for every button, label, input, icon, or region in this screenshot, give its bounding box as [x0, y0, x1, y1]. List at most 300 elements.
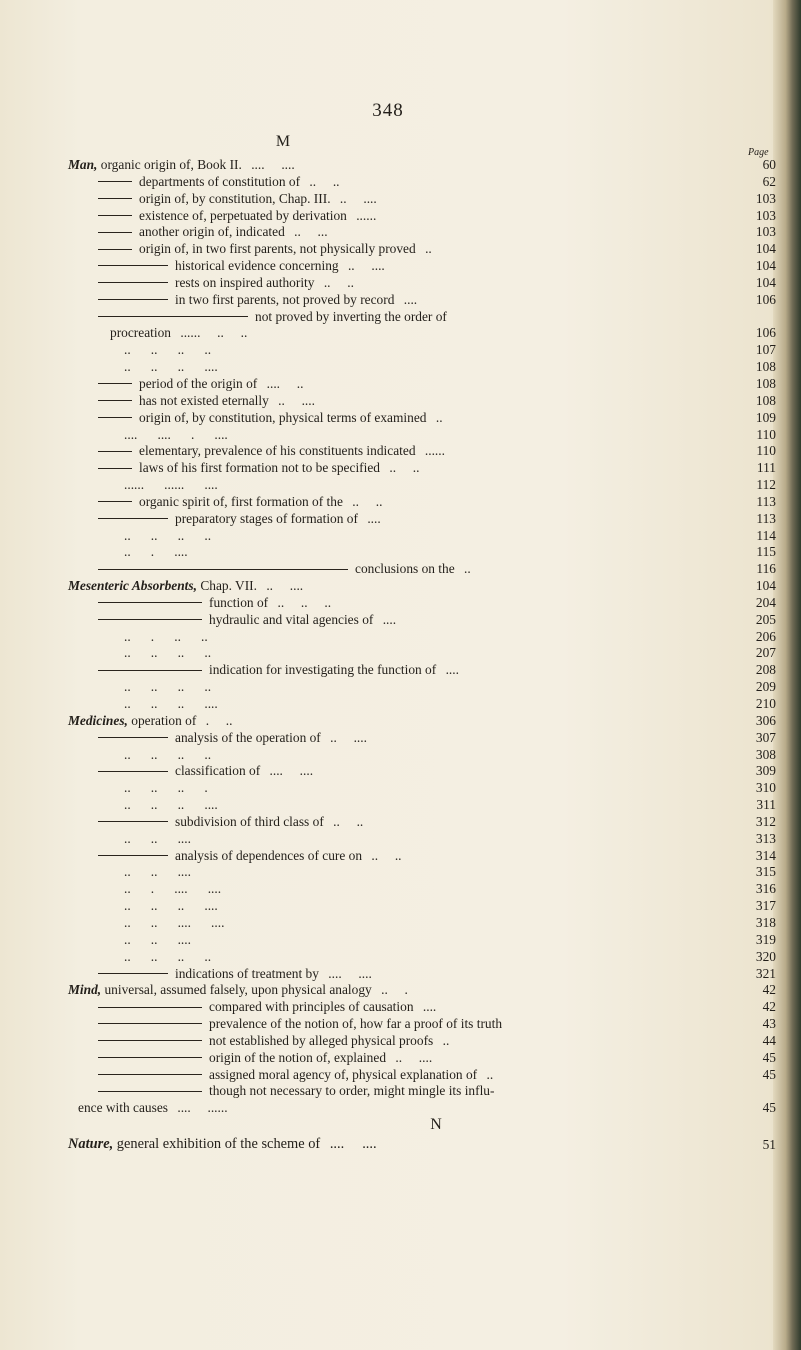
dot-leader: .. .... [339, 190, 377, 206]
entry-label [68, 915, 224, 930]
entry-label [68, 949, 211, 964]
dot-leader: .... .... [328, 965, 372, 981]
index-row [68, 831, 776, 848]
ditto-dash [98, 265, 168, 266]
index-row [68, 881, 776, 898]
entry-label [68, 578, 303, 593]
entry-label [68, 191, 377, 206]
index-row [68, 443, 776, 460]
index-row [68, 224, 776, 241]
dot-leader: .. .... [395, 1049, 433, 1065]
index-row [68, 932, 776, 949]
index-heading-row [68, 578, 776, 595]
page-reference: 103 [755, 224, 776, 240]
index-row [68, 309, 776, 326]
ditto-dash [98, 299, 168, 300]
dot-leader: .. .. .. .. [124, 679, 212, 695]
page-reference: 113 [756, 493, 776, 509]
entry-label [68, 393, 315, 408]
ditto-dash [98, 619, 202, 620]
index-row [68, 1117, 776, 1136]
page-reference: 43 [762, 1016, 776, 1032]
page-reference: 104 [755, 258, 776, 274]
entry-label [68, 477, 218, 492]
entry-label [68, 174, 340, 189]
entry-text: though not necessary to order, might mingle its influ- [209, 1083, 495, 1099]
index-row [68, 460, 776, 477]
entry-text: prevalence of the notion of, how far a proof of its truth [209, 1016, 503, 1032]
entry-label [68, 831, 191, 846]
entry-label [68, 1050, 432, 1065]
page-reference: 310 [755, 780, 776, 796]
entry-label [68, 241, 432, 256]
dot-leader: .. .. .... [124, 931, 191, 947]
page-reference: 308 [755, 746, 776, 762]
entry-text: indication for investigating the function of [209, 662, 437, 678]
entry-label [68, 1016, 508, 1031]
page-reference: 207 [755, 645, 776, 661]
page-reference: 315 [755, 864, 776, 880]
ditto-dash [98, 821, 168, 822]
index-row [68, 325, 776, 342]
dot-leader: .. .. [389, 460, 420, 476]
entry-label [68, 679, 211, 694]
entry-label [68, 224, 328, 239]
index-row [68, 780, 776, 797]
dot-leader: .... [403, 291, 418, 307]
index-row [68, 393, 776, 410]
index-row [68, 679, 776, 696]
page-reference: 42 [762, 982, 776, 998]
index-row [68, 595, 776, 612]
entry-text: in two first parents, not proved by record [175, 291, 395, 307]
ditto-dash [98, 973, 168, 974]
index-heading-row [68, 157, 776, 174]
entry-text: elementary, prevalence of his constituents indicated [139, 443, 416, 459]
page-reference: 104 [755, 241, 776, 257]
dot-leader: .. .. .. .... [124, 359, 218, 375]
entry-label [68, 376, 303, 391]
entry-label [68, 881, 221, 896]
index-row [68, 797, 776, 814]
page-reference: 320 [755, 948, 776, 964]
dot-leader: .... .... . .... [124, 426, 228, 442]
dot-leader: .. . [381, 982, 408, 998]
ditto-dash [98, 249, 132, 250]
page-reference: 108 [755, 392, 776, 408]
dot-leader: .. .. .. .... [124, 898, 218, 914]
entry-label [68, 544, 188, 559]
dot-leader: .. . .... .... [124, 881, 222, 897]
page-reference: 104 [755, 274, 776, 290]
entry-label [68, 443, 445, 458]
index-row [68, 1016, 776, 1033]
page-reference: 103 [755, 207, 776, 223]
page-number: 348 [372, 100, 404, 121]
page-reference: 307 [755, 729, 776, 745]
page-reference: 51 [762, 1137, 776, 1153]
dot-leader: .... .... [251, 157, 295, 172]
dot-leader: .. .. .. .. [124, 645, 212, 661]
entry-headword: Medicines, [68, 712, 128, 728]
page-reference: 106 [755, 291, 776, 307]
entry-text: classification of [175, 763, 261, 779]
index-row [68, 191, 776, 208]
dot-leader: .. .... [266, 578, 304, 594]
page-reference: 317 [755, 898, 776, 914]
ditto-dash [98, 602, 202, 603]
index-row [68, 208, 776, 225]
ditto-dash [98, 282, 168, 283]
index-row [68, 258, 776, 275]
entry-text: analysis of the operation of [175, 729, 321, 745]
page-reference: 108 [755, 359, 776, 375]
entry-label [68, 730, 367, 745]
page-reference: 110 [756, 426, 776, 442]
dot-leader: .... .. [266, 375, 304, 391]
dot-leader: .... [422, 999, 437, 1015]
dot-leader: .. .. .. .. [124, 527, 212, 543]
entry-label [68, 966, 372, 981]
page-reference: 45 [762, 1066, 776, 1082]
page-reference: 321 [755, 965, 776, 981]
entry-label [68, 561, 471, 576]
entry-text: Chap. VII. [200, 578, 257, 594]
dot-leader: .. ... [294, 224, 328, 240]
ditto-dash [98, 468, 132, 469]
page-reference: 115 [756, 544, 776, 560]
page-reference: 209 [755, 679, 776, 695]
dot-leader: .... .... [269, 763, 314, 779]
entry-headword: Mind, [68, 982, 102, 998]
page-reference: 60 [762, 157, 776, 172]
index-row [68, 848, 776, 865]
dot-leader: .. [464, 561, 471, 577]
index-row [68, 629, 776, 646]
index-row [68, 376, 776, 393]
dot-leader: ...... .. .. [180, 325, 248, 341]
section-letter-n: N [430, 1116, 442, 1134]
entry-label [68, 342, 211, 357]
index-row [68, 645, 776, 662]
entry-text: universal, assumed falsely, upon physical analogy [104, 982, 372, 998]
entry-label [68, 797, 218, 812]
dot-leader: .. .... [347, 258, 385, 274]
page-reference: 44 [762, 1032, 776, 1048]
dot-leader: .. .. .. [277, 594, 332, 610]
dot-leader: .. .. [333, 813, 364, 829]
page-reference: 62 [762, 173, 776, 189]
entry-text: subdivision of third class of [175, 813, 324, 829]
index-row [68, 528, 776, 545]
ditto-dash [98, 232, 132, 233]
entry-text: procreation [110, 325, 171, 341]
entry-label [68, 1067, 493, 1082]
entry-text: period of the origin of [139, 375, 258, 391]
page-reference: 42 [762, 999, 776, 1015]
index-row [68, 494, 776, 511]
ditto-dash [98, 417, 132, 418]
entry-text: another origin of, indicated [139, 224, 285, 240]
entry-label [68, 1100, 228, 1115]
index-row [68, 544, 776, 561]
page-reference: 312 [755, 813, 776, 829]
page-reference: 103 [755, 190, 776, 206]
entry-label [68, 410, 443, 425]
dot-leader: .. .. .. .. [124, 746, 212, 762]
dot-leader: .. . .... [124, 544, 188, 560]
ditto-dash [98, 215, 132, 216]
index-row [68, 747, 776, 764]
page-edge-shadow [773, 0, 801, 1350]
entry-text: laws of his first formation not to be specified [139, 460, 380, 476]
entry-label [68, 258, 385, 273]
ditto-dash [98, 1057, 202, 1058]
entry-text: has not existed eternally [139, 392, 269, 408]
page-reference: 109 [755, 409, 776, 425]
dot-leader: .. .. [371, 847, 402, 863]
entry-label [68, 325, 247, 340]
ditto-dash [98, 737, 168, 738]
dot-leader: ...... ...... .... [124, 477, 218, 493]
page-reference: 112 [756, 477, 776, 493]
dot-leader: .. .. .... .... [124, 914, 225, 930]
index-row [68, 915, 776, 932]
page-reference: 116 [756, 561, 776, 577]
dot-leader: .. .. .. .... [124, 797, 218, 813]
entry-text: operation of [131, 712, 197, 728]
ditto-dash [98, 198, 132, 199]
entry-label [68, 848, 402, 863]
ditto-dash [98, 855, 168, 856]
dot-leader: .. .. [323, 274, 354, 290]
page-reference: 107 [755, 342, 776, 358]
entry-text: departments of constitution of [139, 173, 301, 189]
dot-leader: .. [486, 1066, 494, 1082]
page-reference: 104 [755, 578, 776, 594]
entry-label [68, 494, 382, 509]
page-reference: 309 [755, 763, 776, 779]
page-column-label: Page [748, 147, 769, 158]
entry-label [68, 713, 232, 728]
index-row [68, 275, 776, 292]
index-row [68, 561, 776, 578]
dot-leader: .. .... [278, 392, 315, 408]
index-heading-row [68, 982, 776, 999]
ditto-dash [98, 501, 132, 502]
ditto-dash [98, 400, 132, 401]
index-row [68, 864, 776, 881]
entry-text: organic origin of, Book II. [100, 157, 242, 172]
entry-text: origin of, in two first parents, not physically proved [139, 241, 416, 257]
index-list [68, 157, 776, 1153]
entry-text: not established by alleged physical proofs [209, 1032, 434, 1048]
index-row [68, 1083, 776, 1100]
entry-label [68, 645, 211, 660]
page-reference: 208 [755, 662, 776, 678]
entry-label [68, 511, 381, 526]
ditto-dash [98, 771, 168, 772]
entry-label [68, 999, 436, 1014]
index-row [68, 1050, 776, 1067]
page-reference: 114 [756, 527, 776, 543]
dot-leader: .... [367, 510, 381, 526]
ditto-dash [98, 1091, 202, 1092]
dot-leader: ...... [356, 207, 377, 223]
entry-text: organic spirit of, first formation of the [139, 493, 343, 509]
index-row [68, 342, 776, 359]
index-row [68, 359, 776, 376]
index-row [68, 662, 776, 679]
entry-text: hydraulic and vital agencies of [209, 611, 374, 627]
index-row [68, 241, 776, 258]
dot-leader: . .. [205, 712, 233, 728]
entry-text: origin of, by constitution, Chap. III. [139, 190, 331, 206]
page-reference: 106 [755, 325, 776, 341]
page-reference: 318 [755, 914, 776, 930]
index-heading-row [68, 713, 776, 730]
index-row [68, 949, 776, 966]
index-row [68, 898, 776, 915]
ditto-dash [98, 451, 132, 452]
page-reference: 311 [756, 797, 776, 813]
index-row [68, 292, 776, 309]
entry-label [68, 292, 417, 307]
dot-leader: .. .. .. .... [124, 696, 218, 711]
entry-text: analysis of dependences of cure on [175, 847, 363, 863]
entry-text: assigned moral agency of, physical explanation of [209, 1066, 478, 1082]
entry-label [68, 275, 354, 290]
ditto-dash [98, 1040, 202, 1041]
entry-label [68, 612, 396, 627]
entry-label [68, 208, 376, 223]
page-reference: 205 [755, 611, 776, 627]
entry-label [68, 662, 459, 677]
dot-leader: .. .. .. .. [124, 948, 212, 964]
ditto-dash [98, 1074, 202, 1075]
ditto-dash [98, 383, 132, 384]
page-reference: 45 [762, 1049, 776, 1065]
index-row [68, 763, 776, 780]
index-row [68, 511, 776, 528]
entry-text: origin of, by constitution, physical terms of examined [139, 409, 427, 425]
ditto-dash [98, 1007, 202, 1008]
ditto-dash [98, 670, 202, 671]
entry-text: ence with causes [78, 1100, 168, 1116]
page-reference: 314 [755, 847, 776, 863]
dot-leader: .... [382, 611, 397, 627]
page-reference: 319 [755, 931, 776, 947]
ditto-dash [98, 1023, 202, 1024]
dot-leader: .. .. .. .. [124, 342, 212, 358]
entry-text: rests on inspired authority [175, 274, 315, 290]
page-reference: 210 [755, 696, 776, 711]
entry-label [68, 747, 211, 762]
entry-text: not proved by inverting the order of [255, 308, 447, 324]
entry-headword: Man, [68, 157, 98, 172]
page-reference: 110 [756, 443, 776, 459]
entry-text: preparatory stages of formation of [175, 510, 358, 526]
entry-label [68, 1033, 449, 1048]
dot-leader: .... [445, 662, 459, 678]
entry-label [68, 460, 419, 475]
page-reference: 306 [755, 712, 776, 728]
page-reference: 313 [755, 830, 776, 846]
index-row [68, 999, 776, 1016]
dot-leader: ...... [424, 443, 445, 459]
ditto-dash [98, 518, 168, 519]
dot-leader: .. [435, 409, 443, 425]
entry-label [68, 982, 408, 997]
dot-leader: .. .. .. . [124, 780, 208, 796]
entry-text: historical evidence concerning [175, 258, 339, 274]
page-reference: 316 [755, 881, 776, 897]
entry-label [68, 157, 295, 172]
page-reference: 108 [755, 375, 776, 391]
entry-text: existence of, perpetuated by derivation [139, 207, 347, 223]
entry-label [68, 1083, 500, 1098]
index-row [68, 730, 776, 747]
entry-headword: Mesenteric Absorbents, [68, 578, 197, 594]
index-row [68, 174, 776, 191]
entry-label [68, 359, 218, 374]
entry-label [68, 595, 331, 610]
index-row [68, 696, 776, 713]
entry-label [68, 629, 208, 644]
index-row [68, 427, 776, 444]
entry-label [68, 763, 313, 778]
entry-label [68, 932, 191, 947]
entry-label [68, 814, 363, 829]
page-reference: 111 [756, 460, 776, 476]
dot-leader: .. .. [309, 173, 340, 189]
entry-label [68, 696, 218, 711]
dot-leader: .. .. [352, 493, 383, 509]
entry-text: conclusions on the [355, 561, 455, 577]
dot-leader: .. .. .... [124, 864, 191, 880]
entry-text: function of [209, 594, 269, 610]
ditto-dash [98, 181, 132, 182]
index-row [68, 814, 776, 831]
entry-text: compared with principles of causation [209, 999, 414, 1015]
index-row [68, 1033, 776, 1050]
section-letter-m: M [275, 133, 291, 150]
page-reference: 206 [755, 628, 776, 644]
index-row [68, 966, 776, 983]
page-reference: 45 [762, 1100, 776, 1116]
dot-leader: .... ...... [177, 1100, 228, 1116]
dot-leader: .. .... [330, 729, 367, 745]
entry-label [68, 780, 208, 795]
page-reference: 113 [756, 510, 776, 526]
entry-label [68, 898, 218, 913]
index-row [68, 410, 776, 427]
index-heading-row [68, 1136, 776, 1153]
index-row [68, 1067, 776, 1084]
index-row [68, 612, 776, 629]
entry-label [68, 427, 228, 442]
dot-leader: .. .. .... [124, 830, 191, 846]
ditto-dash [98, 569, 348, 570]
entry-label [68, 309, 453, 324]
index-row [68, 1100, 776, 1117]
dot-leader: .... .... [329, 1136, 377, 1153]
entry-headword: Nature, [68, 1136, 114, 1153]
entry-label [68, 528, 211, 543]
dot-leader: .. [425, 241, 432, 257]
entry-label [68, 1136, 377, 1152]
dot-leader: .. [442, 1032, 450, 1048]
